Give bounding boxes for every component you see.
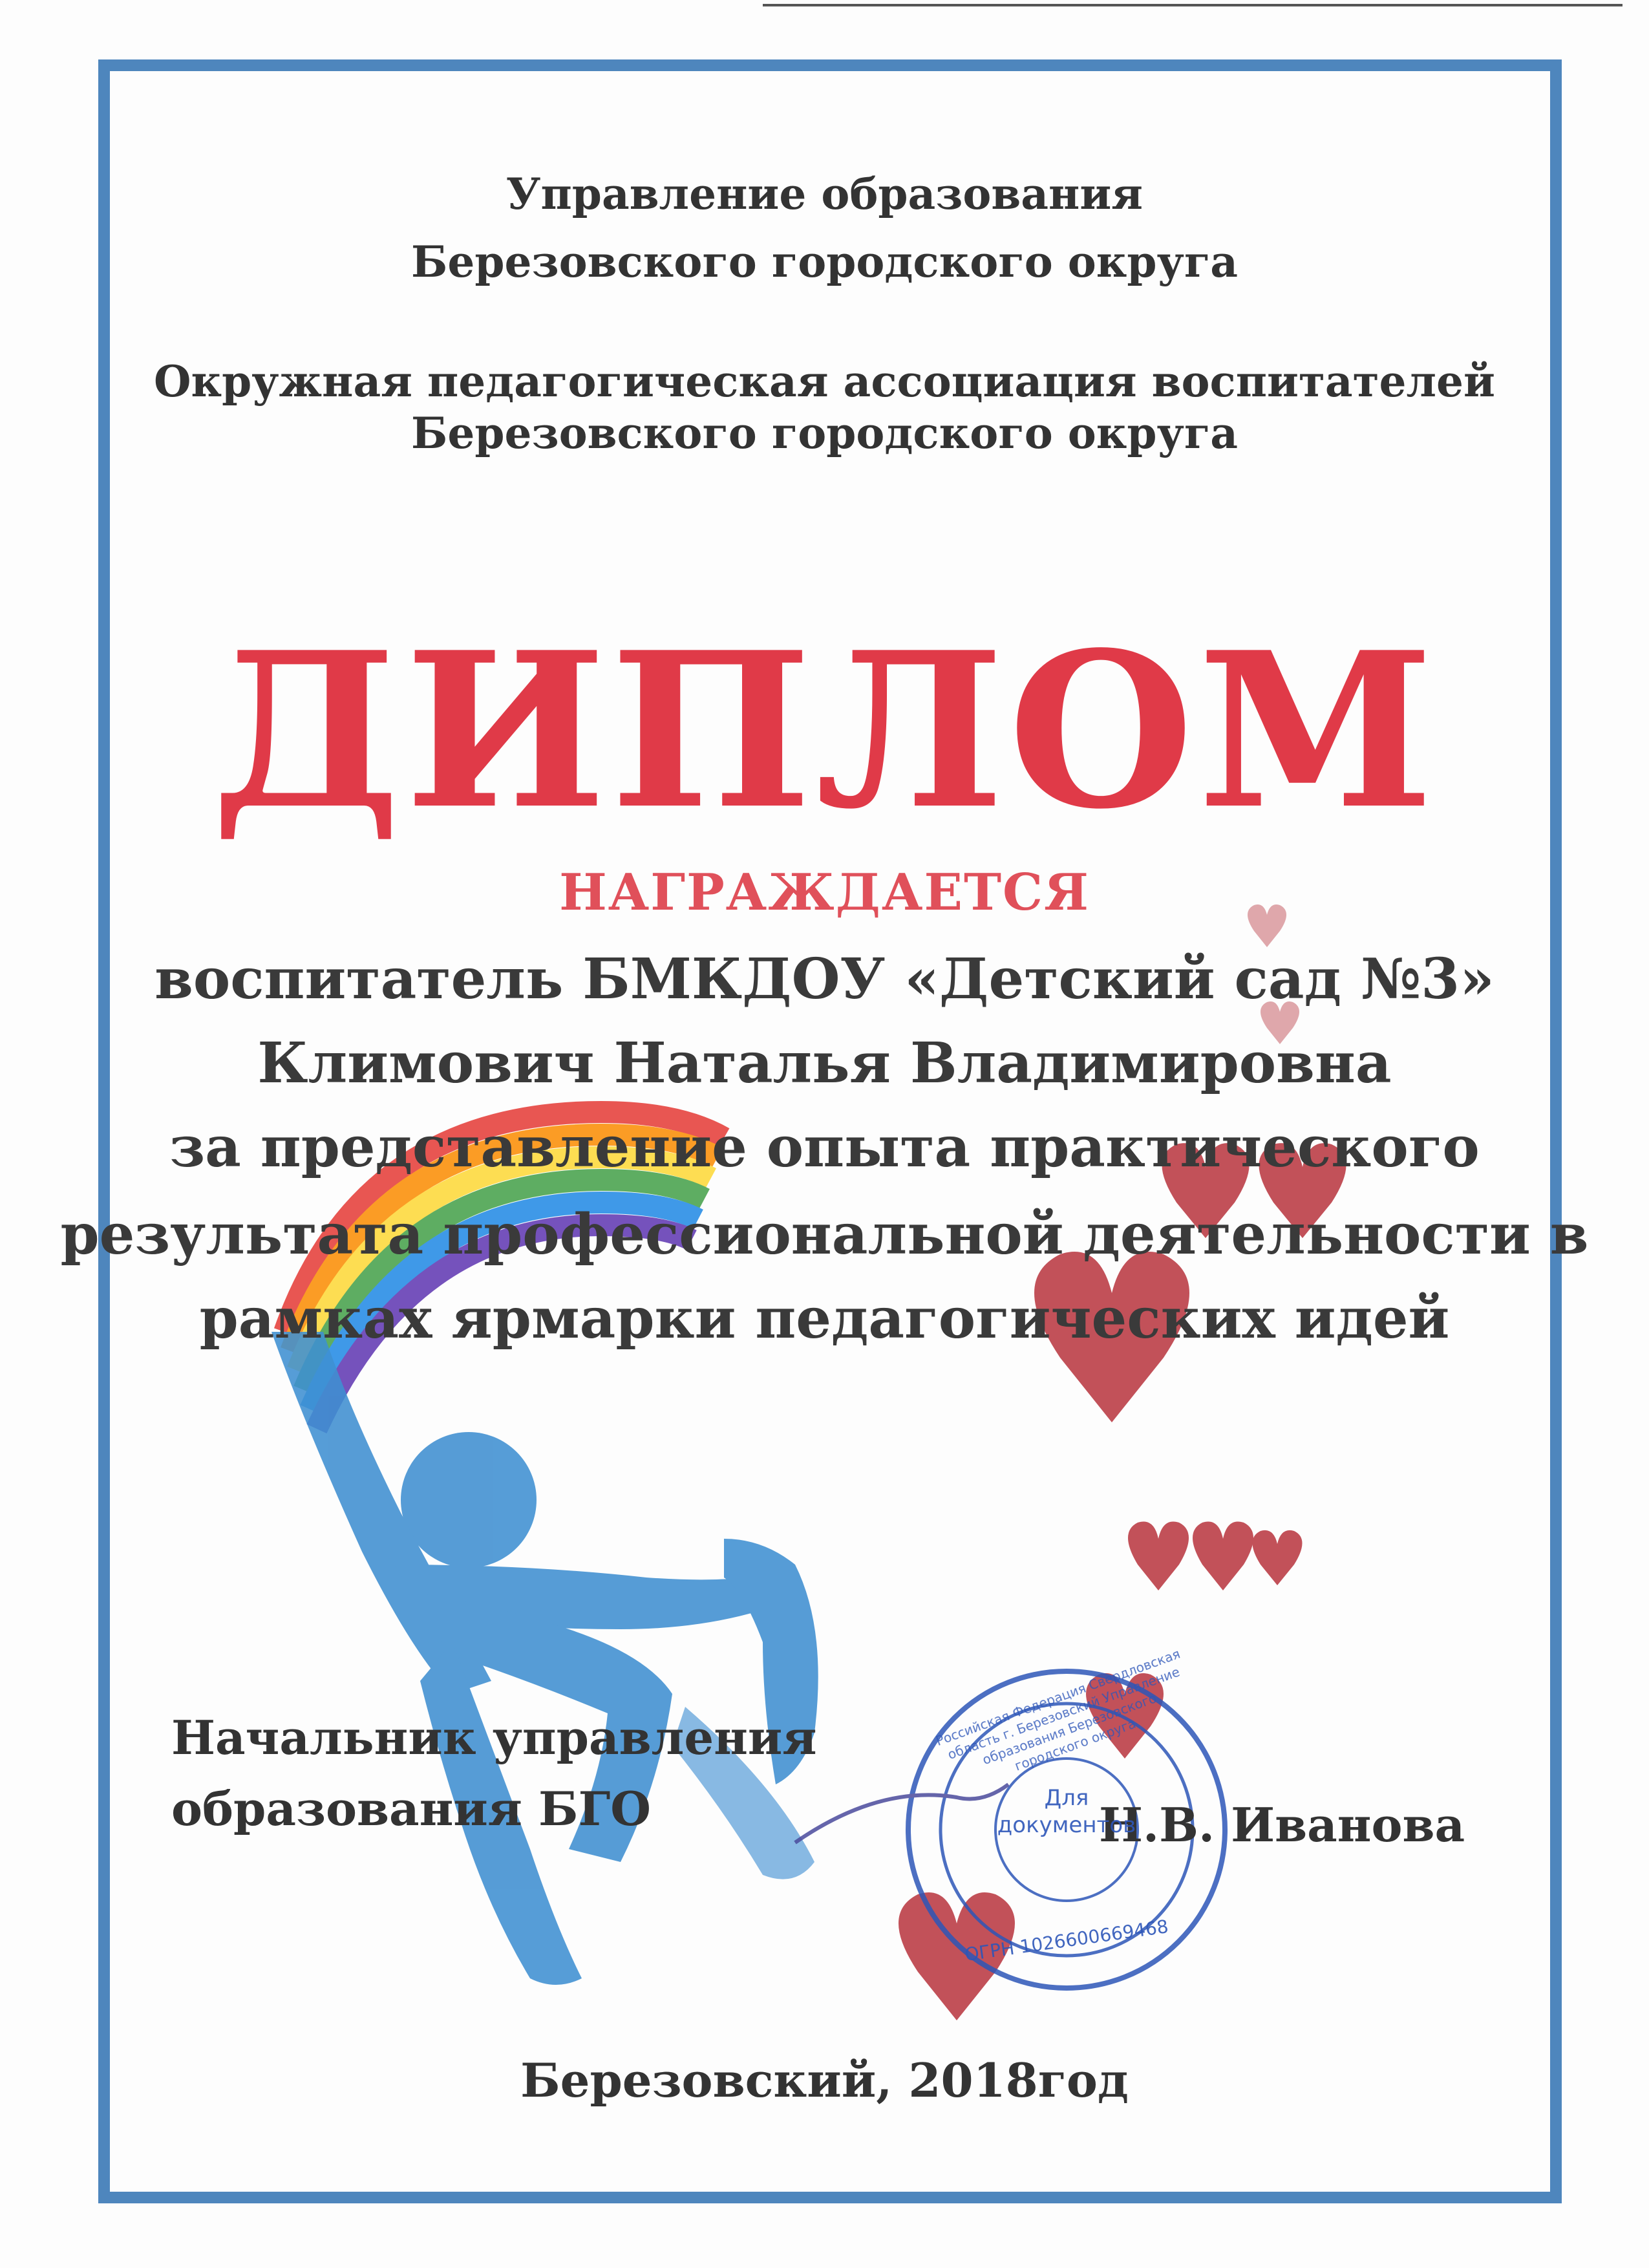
- reason-line-3: рамках ярмарки педагогических идей: [199, 1286, 1450, 1351]
- signer-name: Н.В. Иванова: [1099, 1797, 1465, 1852]
- place-and-year: Березовский, 2018год: [520, 2053, 1129, 2108]
- signer-role-line-1: Начальник управления: [171, 1710, 817, 1765]
- stamp-ogrn: ОГРН 1026600669468: [963, 1916, 1170, 1965]
- stamp-center-line-1: Для: [1044, 1785, 1089, 1811]
- signer-role-line-2: образования БГО: [171, 1781, 652, 1836]
- stamp-ring-text: Российская Федерация Свердловская область г. Березовский Управление образования Березовского городского округа: [933, 1645, 1182, 1774]
- stamp-center-text: [992, 1784, 1141, 1839]
- header-line-4: Березовского городского округа: [410, 408, 1239, 458]
- recipient-position: воспитатель БМКДОУ «Детский сад №3»: [154, 947, 1495, 1012]
- header-line-3: Окружная педагогическая ассоциация воспитателей: [153, 356, 1495, 407]
- header-line-1: Управление образования: [505, 169, 1144, 219]
- reason-line-1: за представление опыта практического: [169, 1115, 1480, 1180]
- diploma-title: ДИПЛОМ: [211, 605, 1438, 856]
- child-figure-icon: [271, 1332, 818, 1985]
- award-label: НАГРАЖДАЕТСЯ: [559, 863, 1090, 922]
- header-line-2: Березовского городского округа: [410, 237, 1239, 287]
- reason-line-2: результата профессиональной деятельности в: [60, 1202, 1589, 1267]
- recipient-name: Климович Наталья Владимировна: [257, 1031, 1392, 1096]
- stamp-center-line-2: документов: [997, 1812, 1136, 1838]
